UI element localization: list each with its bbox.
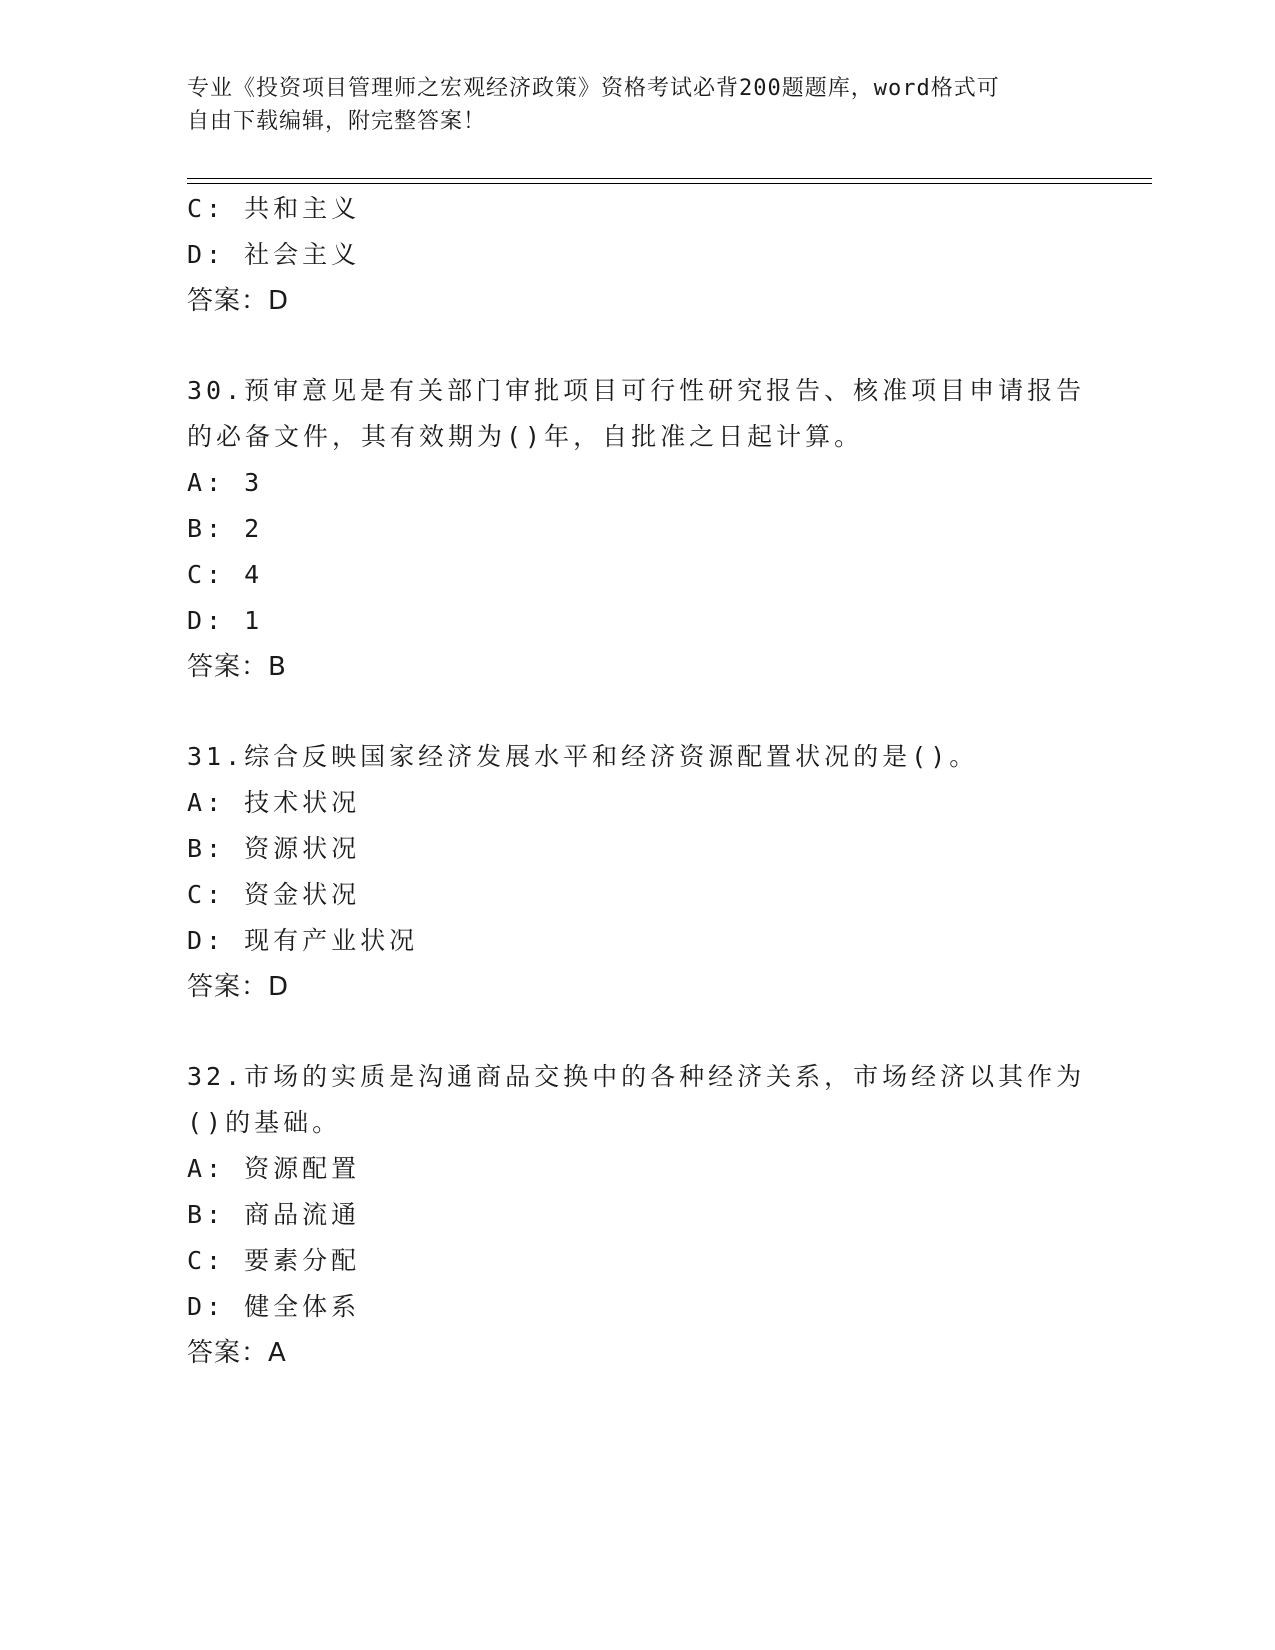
option-d: D: 健全体系 bbox=[187, 1292, 361, 1321]
option-a: A: 技术状况 bbox=[187, 788, 361, 817]
option-c: C: 4 bbox=[187, 560, 264, 589]
option-c: C: 要素分配 bbox=[187, 1246, 361, 1275]
option-d: D: 1 bbox=[187, 606, 264, 635]
option-c: C: 资金状况 bbox=[187, 880, 361, 909]
page-header bbox=[187, 72, 1087, 138]
header-divider-bottom bbox=[187, 183, 1152, 184]
answer-line: 答案：D bbox=[187, 972, 290, 1002]
option-a: A: 资源配置 bbox=[187, 1154, 361, 1183]
option-d: D: 社会主义 bbox=[187, 240, 361, 269]
header-title-line-2: 自由下载编辑，附完整答案！ bbox=[187, 109, 487, 134]
option-c: C: 共和主义 bbox=[187, 194, 361, 223]
option-d: D: 现有产业状况 bbox=[187, 926, 419, 955]
question-stem-line-1: 31.综合反映国家经济发展水平和经济资源配置状况的是()。 bbox=[187, 742, 979, 771]
spacer bbox=[187, 1010, 1087, 1054]
question-stem-line-1: 30.预审意见是有关部门审批项目可行性研究报告、核准项目申请报告 bbox=[187, 376, 1086, 405]
question-stem-line-1: 32.市场的实质是沟通商品交换中的各种经济关系，市场经济以其作为 bbox=[187, 1062, 1086, 1091]
question-block-32 bbox=[187, 1054, 1087, 1376]
question-block-29 bbox=[187, 186, 1087, 324]
header-title-line-1: 专业《投资项目管理师之宏观经济政策》资格考试必背200题题库，word格式可 bbox=[187, 76, 1000, 101]
question-block-31 bbox=[187, 734, 1087, 1010]
answer-line: 答案：B bbox=[187, 652, 287, 682]
answer-line: 答案：D bbox=[187, 286, 290, 316]
option-b: B: 商品流通 bbox=[187, 1200, 361, 1229]
question-block-30 bbox=[187, 368, 1087, 690]
document-body bbox=[187, 186, 1087, 1376]
spacer bbox=[187, 690, 1087, 734]
answer-line: 答案：A bbox=[187, 1338, 287, 1368]
option-b: B: 2 bbox=[187, 514, 264, 543]
question-stem-line-2: 的必备文件，其有效期为()年，自批准之日起计算。 bbox=[187, 422, 864, 451]
question-stem-line-2: ()的基础。 bbox=[187, 1108, 342, 1137]
spacer bbox=[187, 324, 1087, 368]
header-divider-top bbox=[187, 178, 1152, 179]
option-b: B: 资源状况 bbox=[187, 834, 361, 863]
option-a: A: 3 bbox=[187, 468, 264, 497]
